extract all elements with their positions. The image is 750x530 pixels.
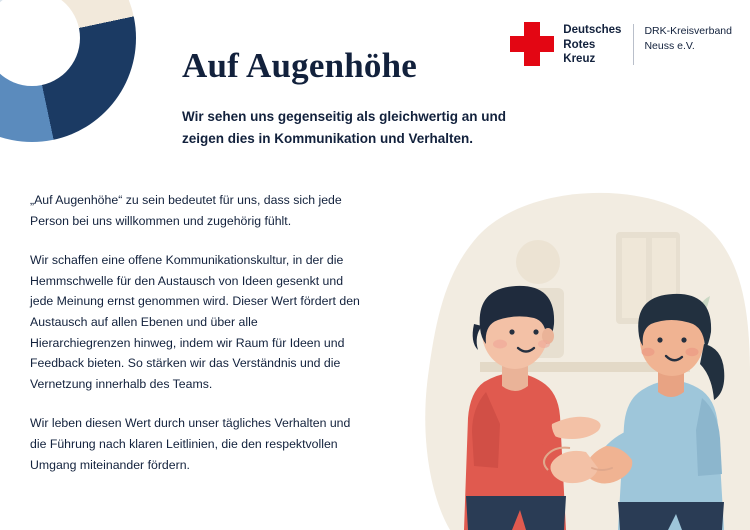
drk-logo (510, 22, 732, 67)
paragraph-3: Wir leben diesen Wert durch unser tägliches Verhalten und die Führung nach klaren Leitlinien, die den respektvollen Umgang miteinander fördern. (30, 416, 351, 472)
chapter-line-2: Neuss e.V. (644, 39, 695, 52)
chapter-line-1: DRK-Kreisverband (644, 25, 732, 37)
chapter-name (644, 22, 732, 53)
donut-chart-decoration (0, 0, 136, 142)
paragraph-1: „Auf Augenhöhe“ zu sein bedeutet für uns, dass sich jede Person bei uns willkommen und zugehörig fühlt. (30, 193, 342, 228)
organization-line-2: Rotes (563, 38, 596, 51)
body-text (30, 190, 360, 475)
red-cross-icon (510, 22, 554, 66)
page-subtitle: Wir sehen uns gegenseitig als gleichwertig an und zeigen dies in Kommunikation und Verhalten. (182, 109, 506, 146)
organization-name (563, 22, 621, 67)
page-title: Auf Augenhöhe (182, 46, 418, 85)
organization-line-3: Kreuz (563, 53, 596, 65)
illustration-handshake (420, 176, 750, 530)
paragraph-2: Wir schaffen eine offene Kommunikationskultur, in der die Hemmschwelle für den Austausch von Ideen gesenkt und jede Meinung ernst genommen wird. Dieser Wert fördert den Austausch auf allen Ebenen und über alle Hierarchiegrenzen hinweg, indem wir Raum für Ideen und Feedback bieten. So stärken wir das Verständnis und die Vernetzung innerhalb des Teams. (30, 253, 360, 391)
organization-line-1: Deutsches (563, 24, 622, 36)
logo-divider (633, 24, 634, 65)
